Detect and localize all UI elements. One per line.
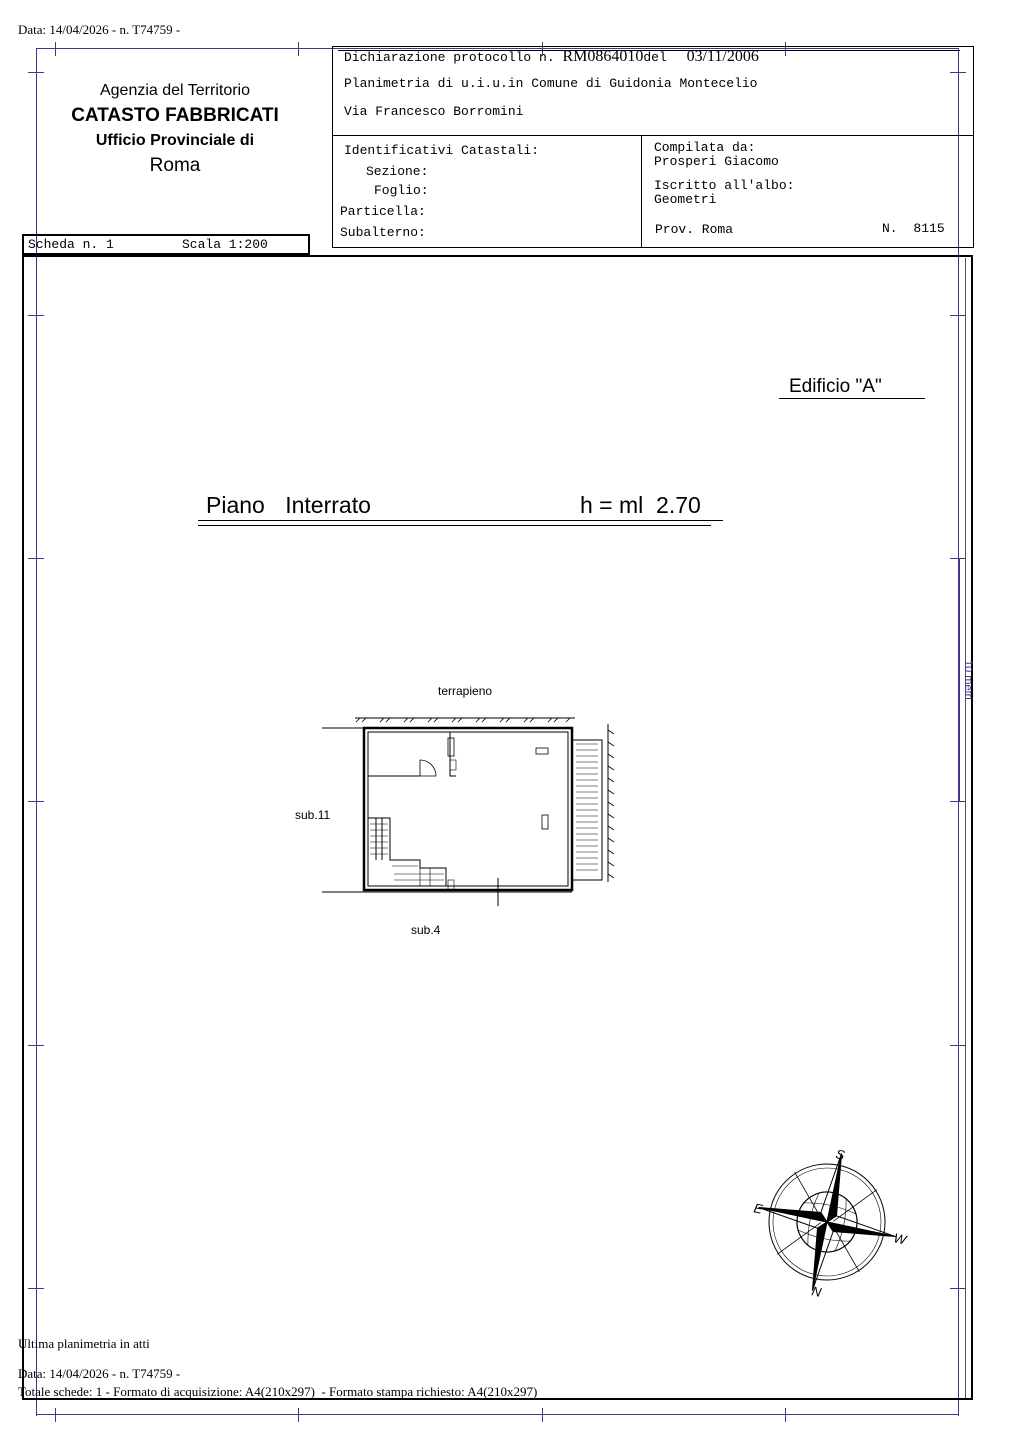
tick (55, 1408, 56, 1422)
office-city: Roma (149, 155, 201, 176)
number-label: N. (882, 221, 898, 236)
address-text: Via Francesco Borromini (344, 104, 524, 119)
compass-east: E (752, 1200, 764, 1217)
prov-label: Prov. Roma (655, 222, 734, 237)
footer-stamp: Data: 14/04/2026 - n. T74759 - (18, 1366, 181, 1381)
scheda-label: Scheda n. 1 (28, 237, 114, 252)
albo-label: Iscritto all'albo: (654, 178, 795, 193)
floor-word: Piano (206, 492, 265, 518)
tick (298, 42, 299, 56)
floor-name: Interrato (285, 492, 371, 518)
floor-underline (198, 520, 723, 521)
terrapieno-label: terrapieno (438, 684, 493, 698)
tick (542, 1408, 543, 1422)
compass-west: W (892, 1230, 908, 1248)
floor-plan (317, 710, 630, 910)
office-label: Ufficio Provinciale di (95, 132, 255, 149)
floor-label (206, 492, 371, 519)
sub11-prefix: sub. (295, 808, 318, 822)
agency-name: Agenzia del Territorio (99, 82, 250, 99)
albo-block (654, 179, 794, 207)
protocol-date: 03/11/2006 (686, 48, 759, 65)
sub4-label: sub.4 (411, 923, 441, 937)
building-label: Edificio "A" (789, 376, 882, 397)
compiled-name: Prosperi Giacomo (654, 154, 779, 169)
number-value: 8115 (913, 221, 945, 236)
identifiers-title: Identificativi Catastali: (344, 143, 540, 158)
scale-bar (958, 558, 960, 802)
albo-value: Geometri (654, 192, 717, 207)
planimetry-text: Planimetria di u.i.u.in Comune di Guidonia Montecelio (344, 76, 758, 91)
top-stamp: Data: 14/04/2026 - n. T74759 - (18, 22, 181, 37)
compass-rose-icon (745, 1140, 920, 1300)
subalterno-label: Subalterno: (340, 225, 426, 240)
compass-north: N (810, 1283, 823, 1300)
building-underline (779, 398, 925, 399)
footer-last: Ultima planimetria in atti (18, 1336, 150, 1351)
tick (298, 1408, 299, 1422)
sub11-number: 11 (317, 808, 331, 822)
scale-label: Scala 1:200 (182, 237, 268, 252)
compiled-label: Compilata da: (654, 140, 756, 155)
compass-south: S (834, 1146, 846, 1163)
drawing-frame-inner (965, 258, 966, 1398)
albo-number (882, 221, 945, 236)
tick (785, 1408, 786, 1422)
protocol-number: RM0864010 (562, 48, 644, 65)
agency-header (40, 80, 310, 180)
compiled-block (654, 141, 779, 169)
floor-underline-2 (198, 525, 711, 526)
scale-bar-label: 10 metri (962, 660, 974, 700)
particella-label: Particella: (340, 204, 426, 219)
declaration-col-divider (641, 135, 642, 248)
sezione-label: Sezione: (366, 164, 429, 179)
tick (55, 42, 56, 56)
footer-totals: Totale schede: 1 - Formato di acquisizione: A4(210x297) - Formato stampa richiesto: A4(210x297) (18, 1384, 538, 1399)
declaration-divider (332, 135, 974, 136)
protocol-label: Dichiarazione protocollo n. (344, 50, 555, 65)
floor-height: h = ml 2.70 (580, 492, 701, 518)
protocol-line (344, 48, 759, 66)
frame-bottom (36, 1414, 959, 1415)
foglio-label: Foglio: (374, 183, 429, 198)
catasto-title: CATASTO FABBRICATI (71, 105, 279, 126)
date-label: del (643, 50, 667, 65)
tick (28, 72, 44, 73)
